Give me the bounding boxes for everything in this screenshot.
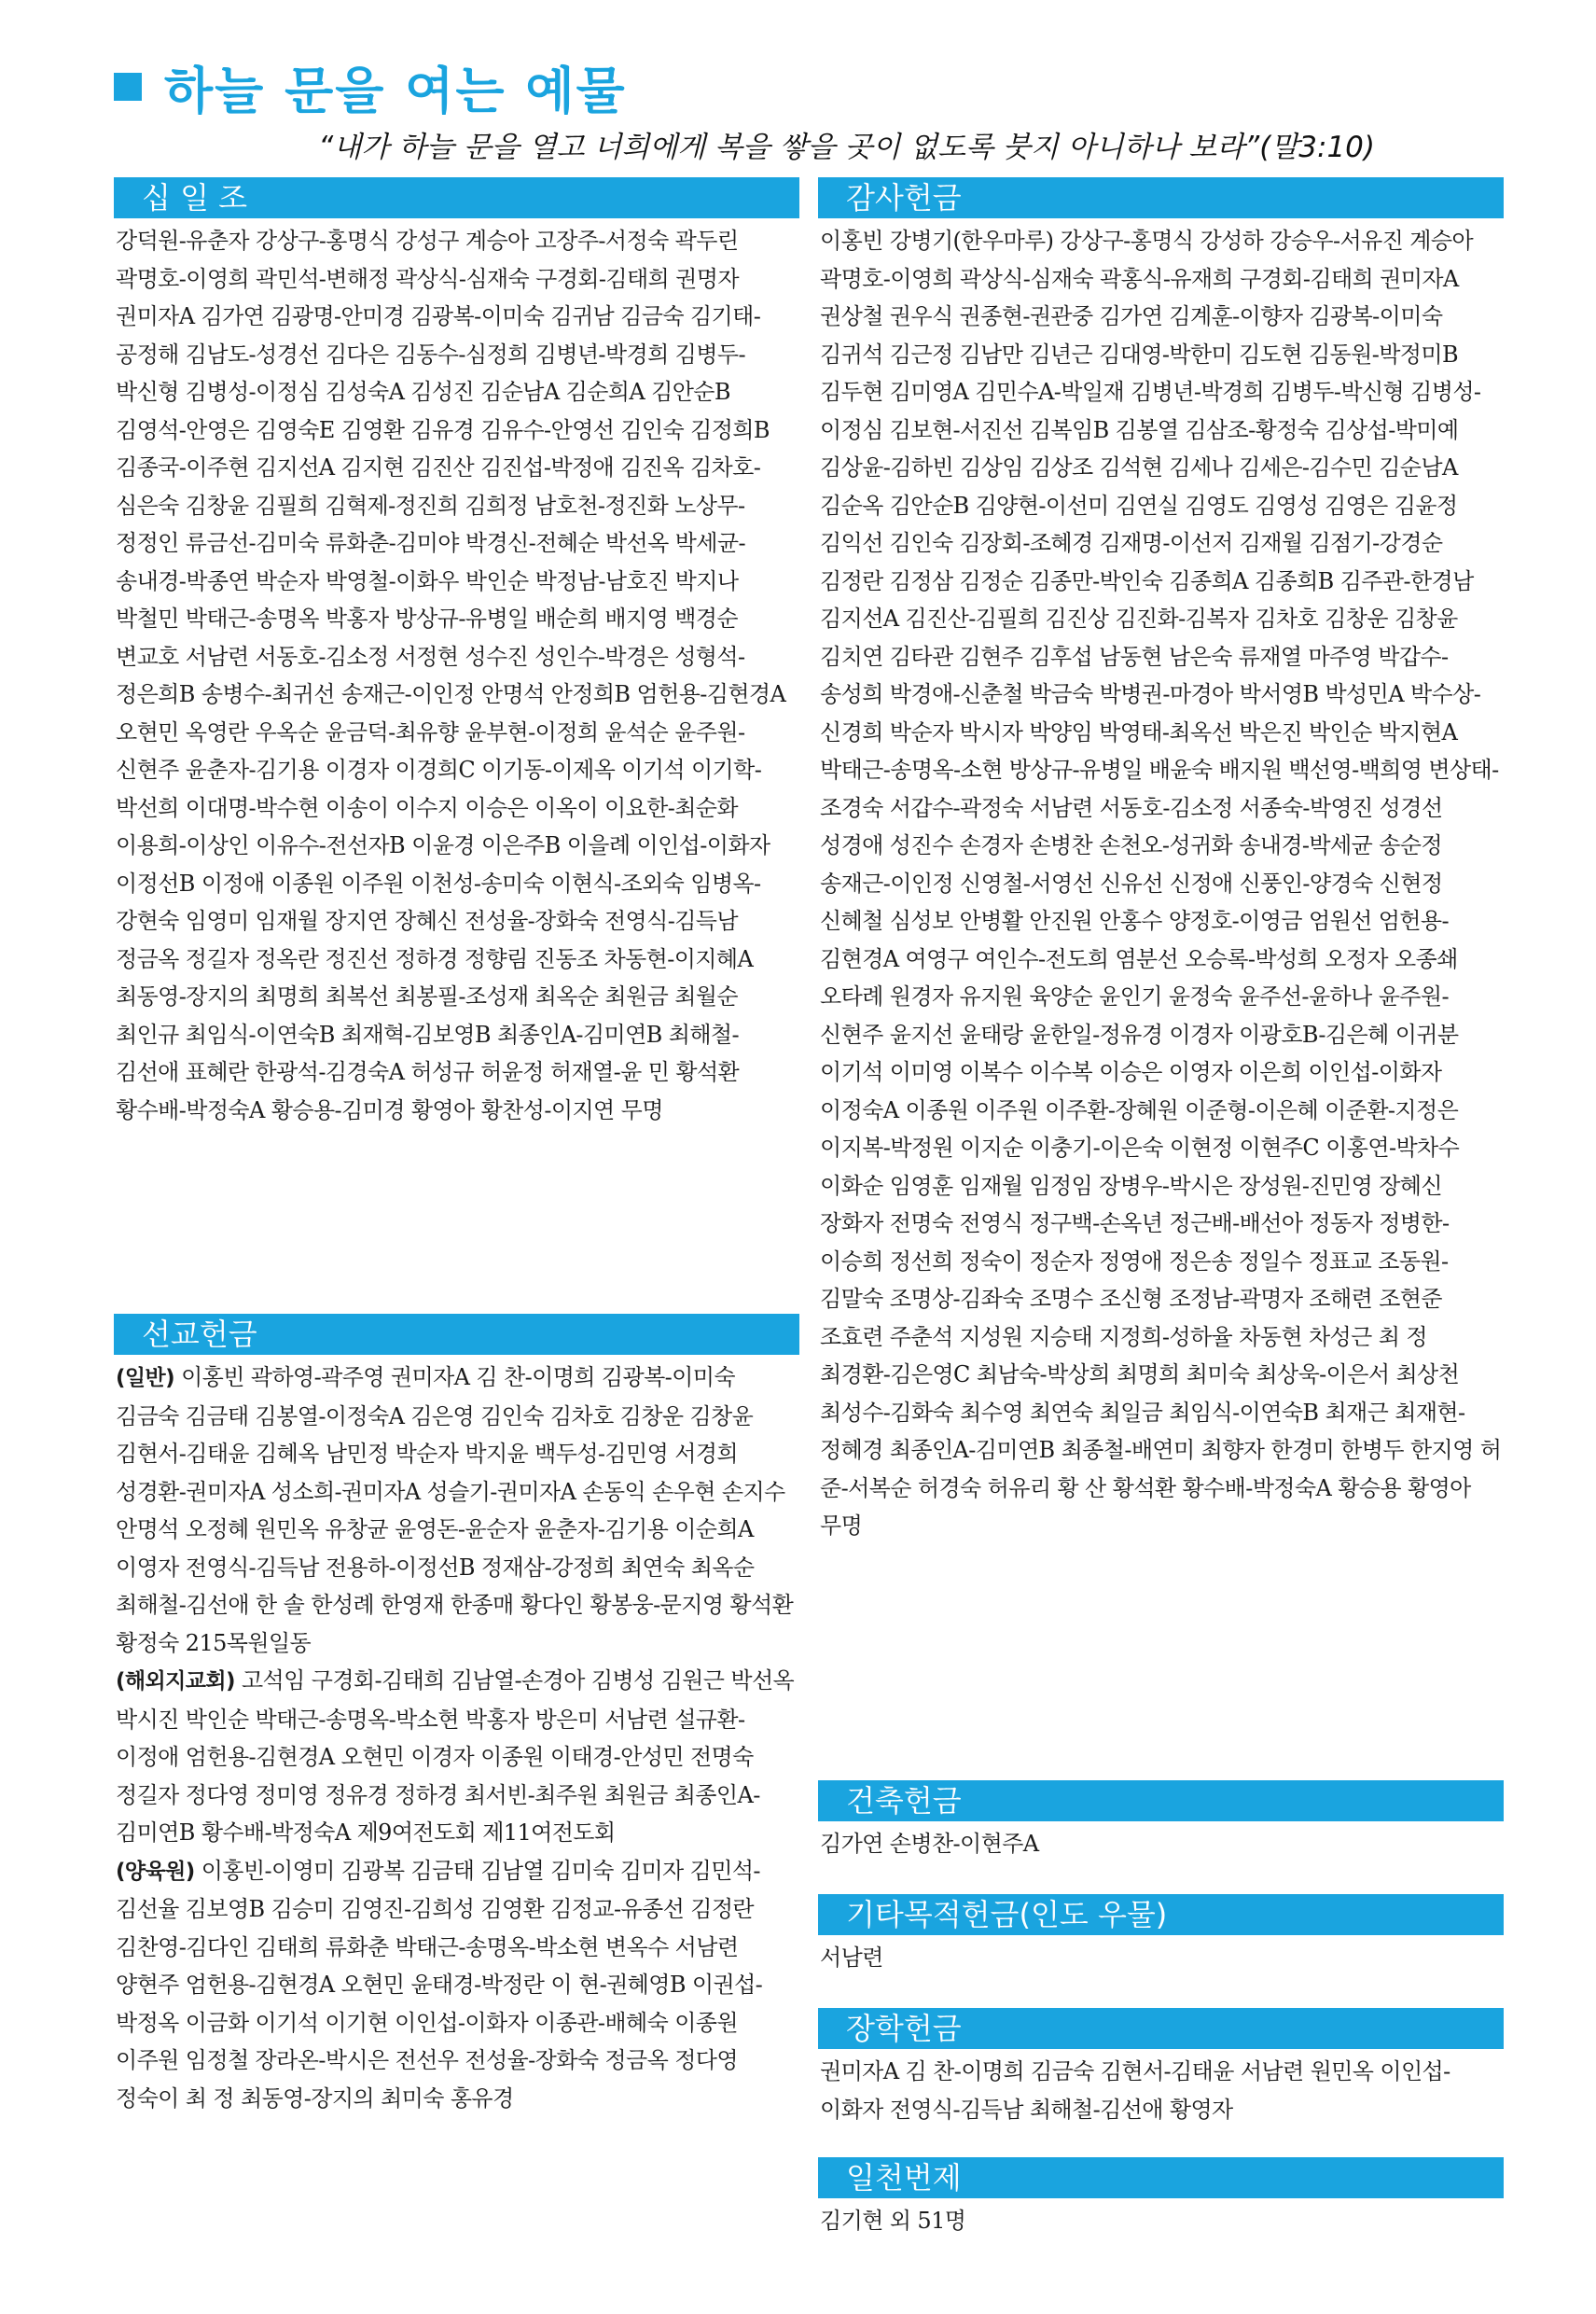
building-header: 건축헌금 xyxy=(818,1780,1504,1821)
page-title: 하늘 문을 여는 예물 xyxy=(164,61,627,120)
mission-group-label: (일반) xyxy=(116,1366,175,1390)
thanks-section xyxy=(818,177,1504,1780)
left-column xyxy=(114,177,799,2117)
thanks-header: 감사헌금 xyxy=(818,177,1504,218)
mission-header: 선교헌금 xyxy=(114,1314,799,1355)
right-column xyxy=(818,177,1504,2240)
bible-verse: “내가 하늘 문을 열고 너희에게 복을 쌓을 곳이 없도록 붓지 아니하나 보라”(말3:10) xyxy=(318,131,1375,164)
page-header xyxy=(114,54,1485,165)
other-header: 기타목적헌금(인도 우물) xyxy=(818,1894,1504,1935)
thousand-names: 김기현 외 51명 xyxy=(820,2208,966,2234)
title-square-icon xyxy=(114,73,142,101)
tithe-names: 강덕원-유춘자 강상구-홍명식 강성구 계승아 고장주-서정숙 곽두린 곽명호-이영희 곽민석-변해정 곽상식-심재숙 구경회-김태희 권명자 권미자A 김가연 김광명-안미경 김광복-이미숙 김귀남 김금숙 김기태-공정해 김남도-성경선 김다은 김동수-심정희 김병년-박경희 김병두-박신형 김병성-이정심 김성숙A 김성진 김순남A 김순희A 김안순B 김영석-안영은 김영숙E 김영환 김유경 김유수-안영선 김인숙 김정희B 김종국-이주현 김지선A 김지현 김진산 김진섭-박정애 김진옥 김차호-심은숙 김창윤 김필희 김혁제-정진희 김희정 남호천-정진화 노상무-정정인 류금선-김미숙 류화춘-김미야 박경신-전혜순 박선옥 박세균-송내경-박종연 박순자 박영철-이화우 박인순 박정남-남호진 박지나 박철민 박태근-송명옥 박홍자 방상규-유병일 배순희 배지영 백경순 변교호 서남련 서동호-김소정 서정현 성수진 성인수-박경은 성형석-정은희B 송병수-최귀선 송재근-이인정 안명석 안정희B 엄헌용-김현경A 오현민 옥영란 우옥순 윤금덕-최유향 윤부현-이정희 윤석순 윤주원-신현주 윤춘자-김기용 이경자 이경희C 이기동-이제옥 이기석 이기학-박선희 이대명-박수현 이송이 이수지 이승은 이옥이 이요한-최순화 이용희-이상인 이유수-전선자B 이윤경 이은주B 이을례 이인섭-이화자 이정선B 이정애 이종원 이주원 이천성-송미숙 이현식-조외숙 임병옥-강현숙 임영미 임재월 장지연 장혜신 전성율-장화숙 전영식-김득남 정금옥 정길자 정옥란 정진선 정하경 정향림 진동조 차동현-이지혜A 최동영-장지의 최명희 최복선 최봉필-조성재 최옥순 최원금 최월순 최인규 최임식-이연숙B 최재혁-김보영B 최종인A-김미연B 최해철-김선애 표혜란 한광석-김경숙A 허성규 허윤정 허재열-윤 민 황석환 황수배-박정숙A 황승용-김미경 황영아 황찬성-이지연 무명 xyxy=(116,228,786,1123)
mission-group-names: 이홍빈 곽하영-곽주영 권미자A 김 찬-이명희 김광복-이미숙 김금숙 김금태 김봉열-이정숙A 김은영 김인숙 김차호 김창운 김창윤 김현서-김태윤 김혜옥 남민정 박순자 박지윤 백두성-김민영 서경희 성경환-권미자A 성소희-권미자A 성슬기-권미자A 손동익 손우현 손지수 안명석 오정혜 원민옥 유창균 윤영돈-윤순자 윤춘자-김기용 이순희A 이영자 전영식-김득남 전용하-이정선B 정재삼-강정희 최연숙 최옥순 최해철-김선애 한 솔 한성례 한영재 한종매 황다인 황봉웅-문지영 황석환 황정숙 215목원일동 xyxy=(116,1364,794,1656)
scholarship-names: 권미자A 김 찬-이명희 김금숙 김현서-김태윤 서남련 원민옥 이인섭-이화자 전영식-김득남 최해철-김선애 황영자 xyxy=(820,2058,1450,2123)
mission-group-names: 고석임 구경회-김태희 김남열-손경아 김병성 김원근 박선옥 박시진 박인순 박태근-송명옥-박소현 박홍자 방은미 서남련 설규환-이정애 엄헌용-김현경A 오현민 이경자 이종원 이태경-안성민 전명숙 정길자 정다영 정미영 정유경 정하경 최서빈-최주원 최원금 최종인A-김미연B 황수배-박정숙A 제9여전도회 제11여전도회 xyxy=(116,1667,795,1846)
scholarship-section xyxy=(818,2008,1504,2157)
thousand-header: 일천번제 xyxy=(818,2157,1504,2198)
thanks-names: 이홍빈 강병기(한우마루) 강상구-홍명식 강성하 강승우-서유진 계승아 곽명호-이영희 곽상식-심재숙 곽홍식-유재희 구경회-김태희 권미자A 권상철 권우식 권종현-권관중 김가연 김계훈-이향자 김광복-이미숙 김귀석 김근정 김남만 김년근 김대영-박한미 김도현 김동원-박정미B 김두현 김미영A 김민수A-박일재 김병년-박경희 김병두-박신형 김병성-이정심 김보현-서진선 김복임B 김봉열 김삼조-황정숙 김상섭-박미예 김상윤-김하빈 김상임 김상조 김석현 김세나 김세은-김수민 김순남A 김순옥 김안순B 김양현-이선미 김연실 김영도 김영성 김영은 김윤정 김익선 김인숙 김장회-조혜경 김재명-이선저 김재월 김점기-강경순 김정란 김정삼 김정순 김종만-박인숙 김종희A 김종희B 김주관-한경남 김지선A 김진산-김필희 김진상 김진화-김복자 김차호 김창운 김창윤 김치연 김타관 김현주 김후섭 남동현 남은숙 류재열 마주영 박갑수-송성희 박경애-신춘철 박금숙 박병권-마경아 박서영B 박성민A 박수상-신경희 박순자 박시자 박양임 박영태-최옥선 박은진 박인순 박지현A 박태근-송명옥-소현 방상규-유병일 배윤숙 배지원 백선영-백희영 변상태-조경숙 서갑수-곽정숙 서남련 서동호-김소정 서종숙-박영진 성경선 성경애 성진수 손경자 손병찬 손천오-성귀화 송내경-박세균 송순정 송재근-이인정 신영철-서영선 신유선 신정애 신풍인-양경숙 신현정 신혜철 심성보 안병활 안진원 안홍수 양정호-이영금 엄원선 엄헌용-김현경A 여영구 여인수-전도희 염분선 오승록-박성희 오정자 오종쇄 오타례 원경자 유지원 육양순 윤인기 윤정숙 윤주선-윤하나 윤주원-신현주 윤지선 윤태랑 윤한일-정유경 이경자 이광호B-김은혜 이귀분 이기석 이미영 이복수 이수복 이승은 이영자 이은희 이인섭-이화자 이정숙A 이종원 이주원 이주환-장혜원 이준형-이은혜 이준환-지정은 이지복-박정원 이지순 이충기-이은숙 이현정 이현주C 이홍연-박차수 이화순 임영훈 임재월 임정임 장병우-박시은 장성원-진민영 장혜신 장화자 전명숙 전영식 정구백-손옥년 정근배-배선아 정동자 정병한-이승희 정선희 정숙이 정순자 정영애 정은송 정일수 정표교 조동원-김말숙 조명상-김좌숙 조명수 조신형 조정남-곽명자 조해련 조현준 조효련 주춘석 지성원 지승태 지정희-성하율 차동현 차성근 최 정 최경환-김은영C 최남숙-박상희 최명희 최미숙 최상욱-이은서 최상천 최성수-김화숙 최수영 최연숙 최일금 최임식-이연숙B 최재근 최재현-정혜경 최종인A-김미연B 최종철-배연미 최향자 한경미 한병두 한지영 허 준-서복순 허경숙 허유리 황 산 황석환 황수배-박정숙A 황승용 황영아 무명 xyxy=(820,228,1502,1539)
scholarship-header: 장학헌금 xyxy=(818,2008,1504,2049)
building-names: 김가연 손병찬-이현주A xyxy=(820,1831,1039,1857)
other-names: 서남련 xyxy=(820,1945,883,1971)
mission-section xyxy=(114,1314,799,2117)
mission-group-label: (양육원) xyxy=(116,1859,195,1884)
tithe-section xyxy=(114,177,799,1314)
building-section xyxy=(818,1780,1504,1894)
mission-group-label: (해외지교회) xyxy=(116,1669,235,1694)
mission-group-names: 이홍빈-이영미 김광복 김금태 김남열 김미숙 김미자 김민석-김선율 김보영B 김승미 김영진-김희성 김영환 김정교-유종선 김정란 김찬영-김다인 김태희 류화춘 박태근-송명옥-박소현 변옥수 서남련 양현주 엄헌용-김현경A 오현민 윤태경-박정란 이 현-권혜영B 이권섭-박정옥 이금화 이기석 이기현 이인섭-이화자 이종관-배혜숙 이종원 이주원 임정철 장라온-박시은 전선우 전성율-장화숙 정금옥 정다영 정숙이 최 정 최동영-장지의 최미숙 홍유경 xyxy=(116,1857,763,2112)
tithe-header: 십 일 조 xyxy=(114,177,799,218)
mission-body xyxy=(114,1355,799,2117)
title-row xyxy=(114,54,1485,119)
other-section xyxy=(818,1894,1504,2008)
thousand-section xyxy=(818,2157,1504,2240)
